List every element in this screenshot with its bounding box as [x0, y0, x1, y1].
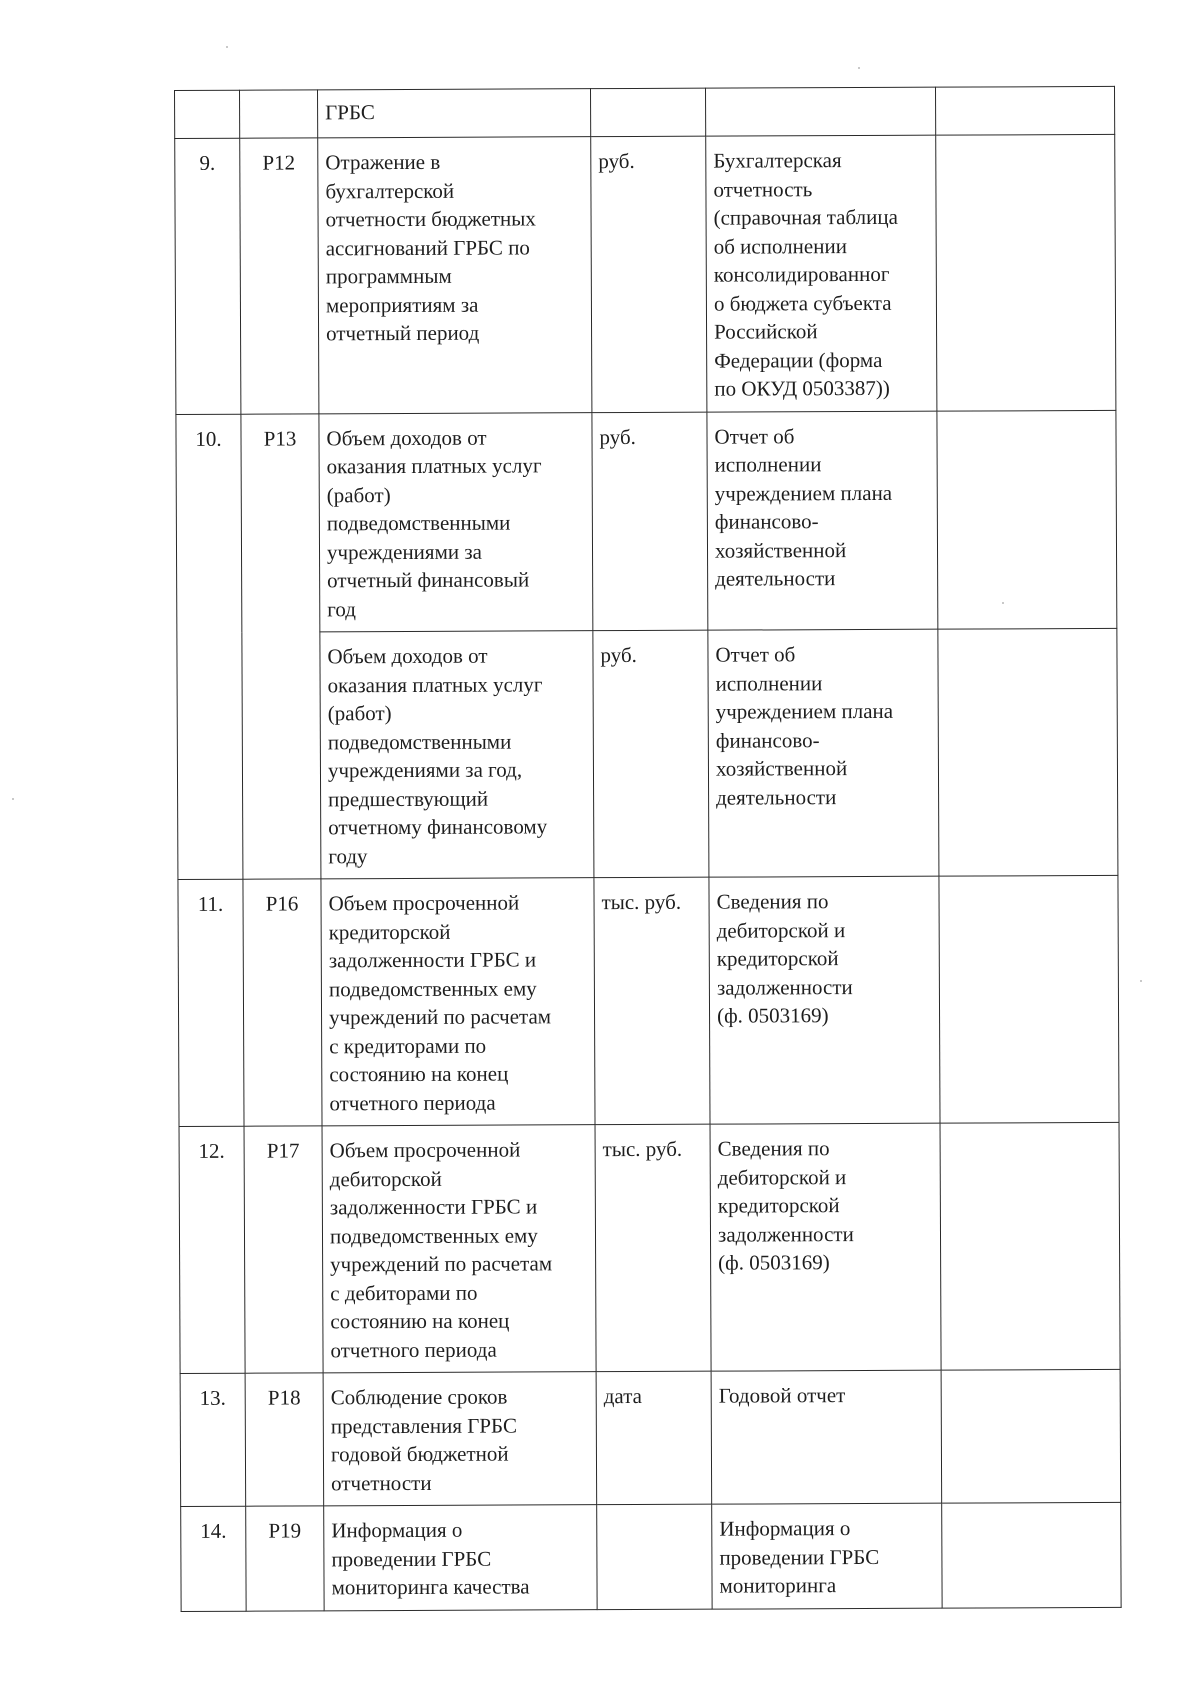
source-cell: Отчет об исполнении учреждением плана финансово- хозяйственной деятельности	[708, 629, 939, 877]
unit-cell: дата	[596, 1371, 712, 1505]
note-cell	[940, 1122, 1120, 1370]
note-cell	[942, 1502, 1121, 1607]
source-cell: Сведения по дебиторской и кредиторской задолженности (ф. 0503169)	[710, 1123, 941, 1371]
indicator-name-cell: Объем просроченной кредиторской задолженности ГРБС и подведомственных ему учреждений по расчетам с кредиторами по состоянию на конец отчетного периода	[321, 878, 595, 1126]
indicator-code-cell: Р13	[241, 413, 321, 879]
scan-speck	[12, 798, 14, 800]
unit-cell	[597, 1504, 712, 1609]
indicator-name-cell: Отражение в бухгалтерской отчетности бюджетных ассигнований ГРБС по программным мероприятиям за отчетный период	[318, 137, 592, 414]
note-cell	[938, 628, 1118, 876]
note-cell	[939, 875, 1119, 1123]
indicator-name-cell: Соблюдение сроков представления ГРБС годовой бюджетной отчетности	[323, 1372, 597, 1506]
note-cell	[936, 134, 1116, 410]
unit-cell	[590, 88, 705, 137]
indicator-code-cell: Р19	[246, 1506, 324, 1611]
indicator-code-cell: Р18	[245, 1373, 324, 1506]
row-number-cell: 13.	[180, 1373, 246, 1506]
table-row	[176, 410, 1117, 633]
table-row	[175, 134, 1116, 414]
source-cell: Информация о проведении ГРБС мониторинга	[712, 1503, 942, 1609]
source-cell: Сведения по дебиторской и кредиторской задолженности (ф. 0503169)	[709, 876, 940, 1124]
source-cell: Годовой отчет	[711, 1370, 942, 1504]
indicator-name-cell: Объем просроченной дебиторской задолженности ГРБС и подведомственных ему учреждений по расчетам с дебиторами по состоянию на конец отчетного периода	[322, 1125, 596, 1373]
indicator-code-cell	[240, 90, 318, 138]
unit-cell: руб.	[593, 630, 709, 877]
indicator-code-cell: Р16	[243, 879, 322, 1126]
table-row	[178, 875, 1119, 1126]
scan-speck	[858, 67, 860, 69]
row-number-cell: 9.	[175, 138, 241, 414]
row-number-cell: 11.	[178, 879, 244, 1126]
unit-cell: руб.	[591, 136, 707, 412]
row-number-cell: 14.	[181, 1506, 246, 1611]
scan-speck	[226, 46, 228, 48]
note-cell	[941, 1369, 1121, 1503]
scan-speck	[1140, 980, 1142, 982]
note-cell	[937, 410, 1117, 629]
indicator-name-cell: Объем доходов от оказания платных услуг (работ) подведомственными учреждениями за год, предшествующий отчетному финансовому году	[320, 631, 594, 879]
indicator-code-cell: Р12	[240, 138, 319, 414]
source-cell: Бухгалтерская отчетность (справочная таблица об исполнении консолидированног о бюджета субъекта Российской Федерации (форма по ОКУД 0503387))	[706, 135, 937, 412]
table-row	[180, 1369, 1121, 1506]
row-number-cell: 12.	[179, 1126, 245, 1373]
source-cell: Отчет об исполнении учреждением плана финансово- хозяйственной деятельности	[707, 411, 938, 631]
indicator-name-cell: ГРБС	[318, 89, 591, 138]
unit-cell: тыс. руб.	[595, 1124, 711, 1371]
table-row	[181, 1502, 1121, 1611]
unit-cell: руб.	[592, 412, 708, 631]
row-number-cell: 10.	[176, 414, 243, 880]
indicators-table	[174, 86, 1122, 1612]
table-row-continuation	[175, 86, 1115, 138]
source-cell	[705, 87, 935, 136]
scan-speck	[1002, 602, 1004, 604]
indicator-name-cell: Объем доходов от оказания платных услуг (работ) подведомственными учреждениями за отчетный финансовый год	[319, 412, 593, 632]
row-number-cell	[175, 90, 240, 138]
table-row	[179, 1122, 1120, 1373]
note-cell	[935, 86, 1114, 135]
indicator-code-cell: Р17	[244, 1126, 323, 1373]
unit-cell: тыс. руб.	[594, 877, 710, 1124]
indicator-name-cell: Информация о проведении ГРБС мониторинга качества	[324, 1505, 597, 1611]
